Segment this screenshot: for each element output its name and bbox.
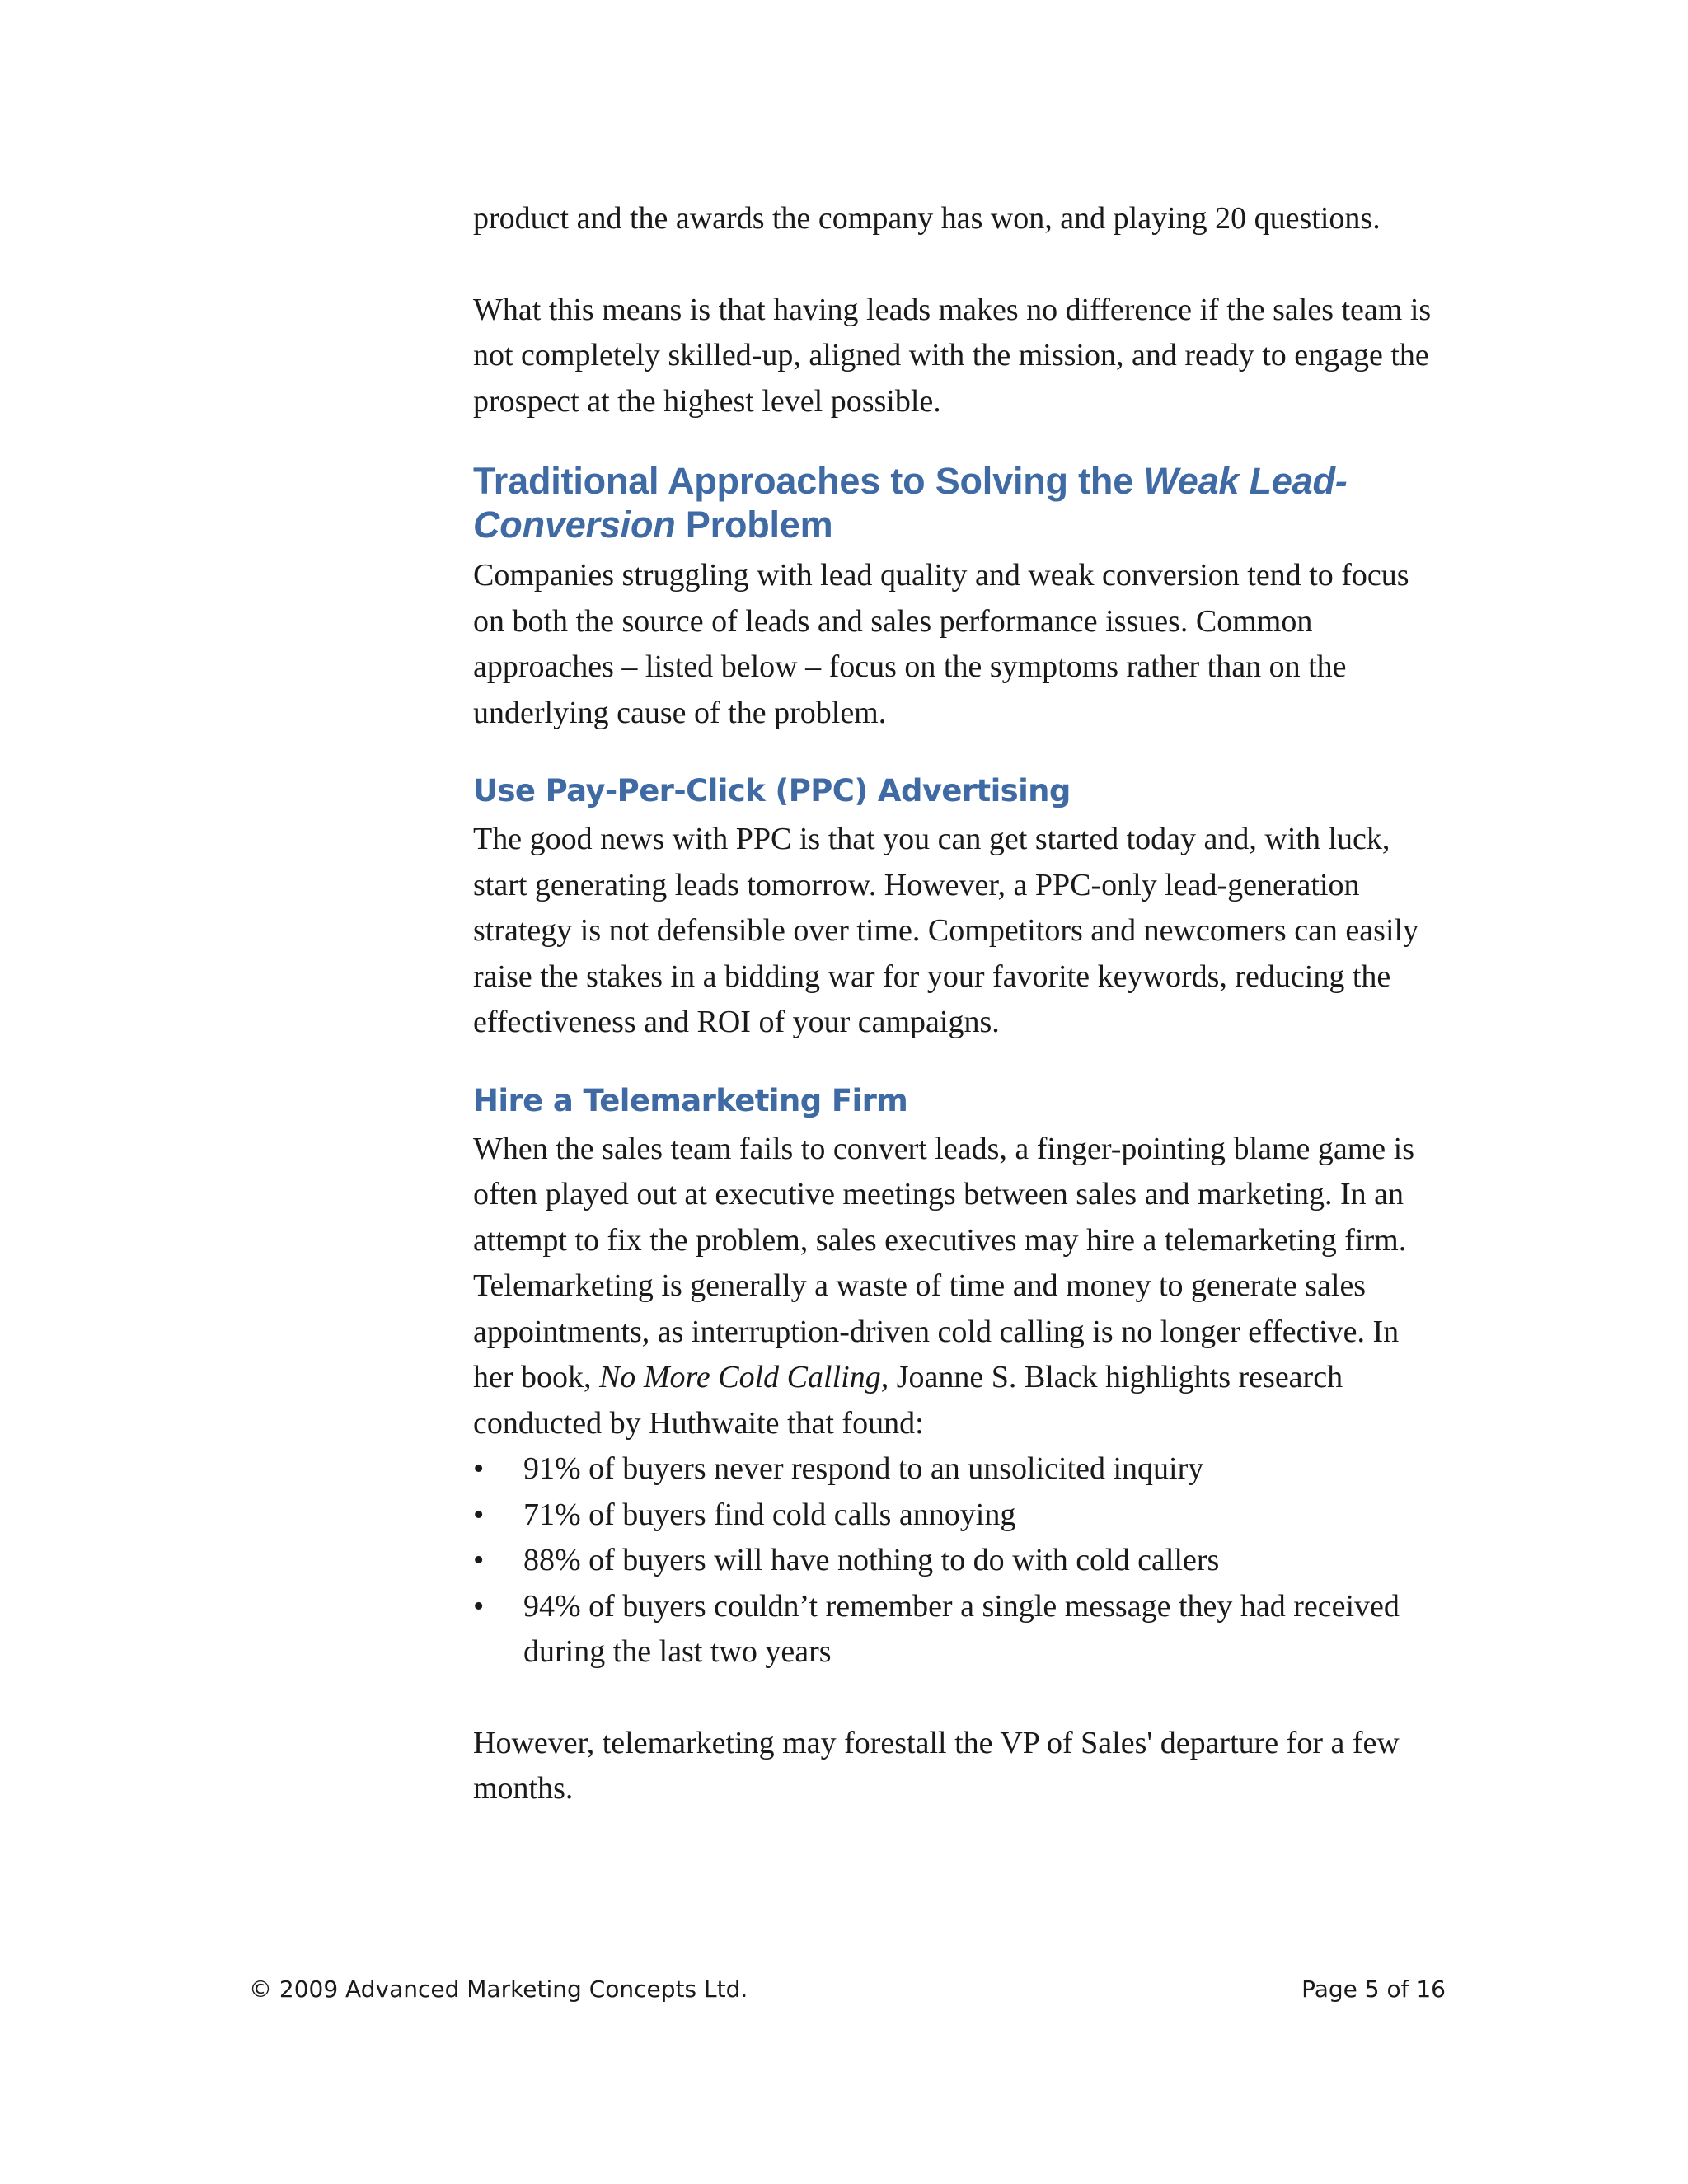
section-heading-traditional-approaches <box>473 459 1446 546</box>
book-title: No More Cold Calling <box>599 1360 881 1394</box>
list-item-text: 88% of buyers will have nothing to do with cold callers <box>523 1543 1220 1577</box>
bullet-icon: • <box>473 1451 485 1486</box>
list-item <box>473 1538 1446 1584</box>
bullet-icon: • <box>473 1543 485 1577</box>
paragraph-ppc: The good news with PPC is that you can get started today and, with luck, start generating leads tomorrow. However, a PPC-only lead-generation strategy is not defensible over time. Competitors and newcomers can easily raise the stakes in a bidding war for your favorite keywords, reducing the effectiveness and ROI of your campaigns. <box>473 822 1419 1039</box>
heading-text-italic: Weak Lead-Conversion <box>473 460 1348 546</box>
list-item <box>473 1493 1446 1539</box>
heading-text-end: Problem <box>675 504 833 546</box>
telemarketing-text-start: When the sales team fails to convert leads, a finger-pointing blame game is often played out at executive meetings between sales and marketing. In an attempt to fix the problem, sales executives may hire a telemarketing firm. Telemarketing is generally a waste of time and money to generate sales appointments, as interruption-driven cold calling is no longer effective. In her book, <box>473 1131 1415 1394</box>
telemarketing-text-end: , Joanne S. Black highlights research conducted by Huthwaite that found: <box>473 1360 1343 1441</box>
heading-text-start: Traditional Approaches to Solving the <box>473 460 1144 502</box>
paragraph-telemarketing <box>473 1127 1446 1447</box>
bullet-list-huthwaite-findings <box>473 1446 1446 1675</box>
list-item-text: 94% of buyers couldn’t remember a single message they had received during the last two years <box>523 1588 1400 1669</box>
subheading-ppc: Use Pay-Per-Click (PPC) Advertising <box>473 773 1071 808</box>
page-body <box>473 196 1446 1812</box>
list-item-text: 71% of buyers find cold calls annoying <box>523 1497 1016 1532</box>
page-footer <box>249 1973 1446 2006</box>
paragraph-traditional-approaches: Companies struggling with lead quality and weak conversion tend to focus on both the source of leads and sales performance issues. Common approaches – listed below – focus on the symptoms rather than on the underlying cause of the problem. <box>473 558 1409 730</box>
footer-copyright: © 2009 Advanced Marketing Concepts Ltd. <box>249 1975 748 2003</box>
bullet-icon: • <box>473 1588 485 1624</box>
bullet-icon: • <box>473 1497 485 1532</box>
paragraph-leads-difference: What this means is that having leads makes no difference if the sales team is not completely skilled-up, aligned with the mission, and ready to engage the prospect at the highest level possible. <box>473 292 1432 419</box>
list-item <box>473 1584 1446 1675</box>
paragraph-closing: However, telemarketing may forestall the VP of Sales' departure for a few months. <box>473 1725 1400 1806</box>
list-item-text: 91% of buyers never respond to an unsolicited inquiry <box>523 1451 1204 1486</box>
subheading-telemarketing: Hire a Telemarketing Firm <box>473 1082 908 1118</box>
footer-page-number: Page 5 of 16 <box>1301 1975 1446 2003</box>
list-item <box>473 1446 1446 1493</box>
paragraph-awards: product and the awards the company has won, and playing 20 questions. <box>473 201 1381 236</box>
